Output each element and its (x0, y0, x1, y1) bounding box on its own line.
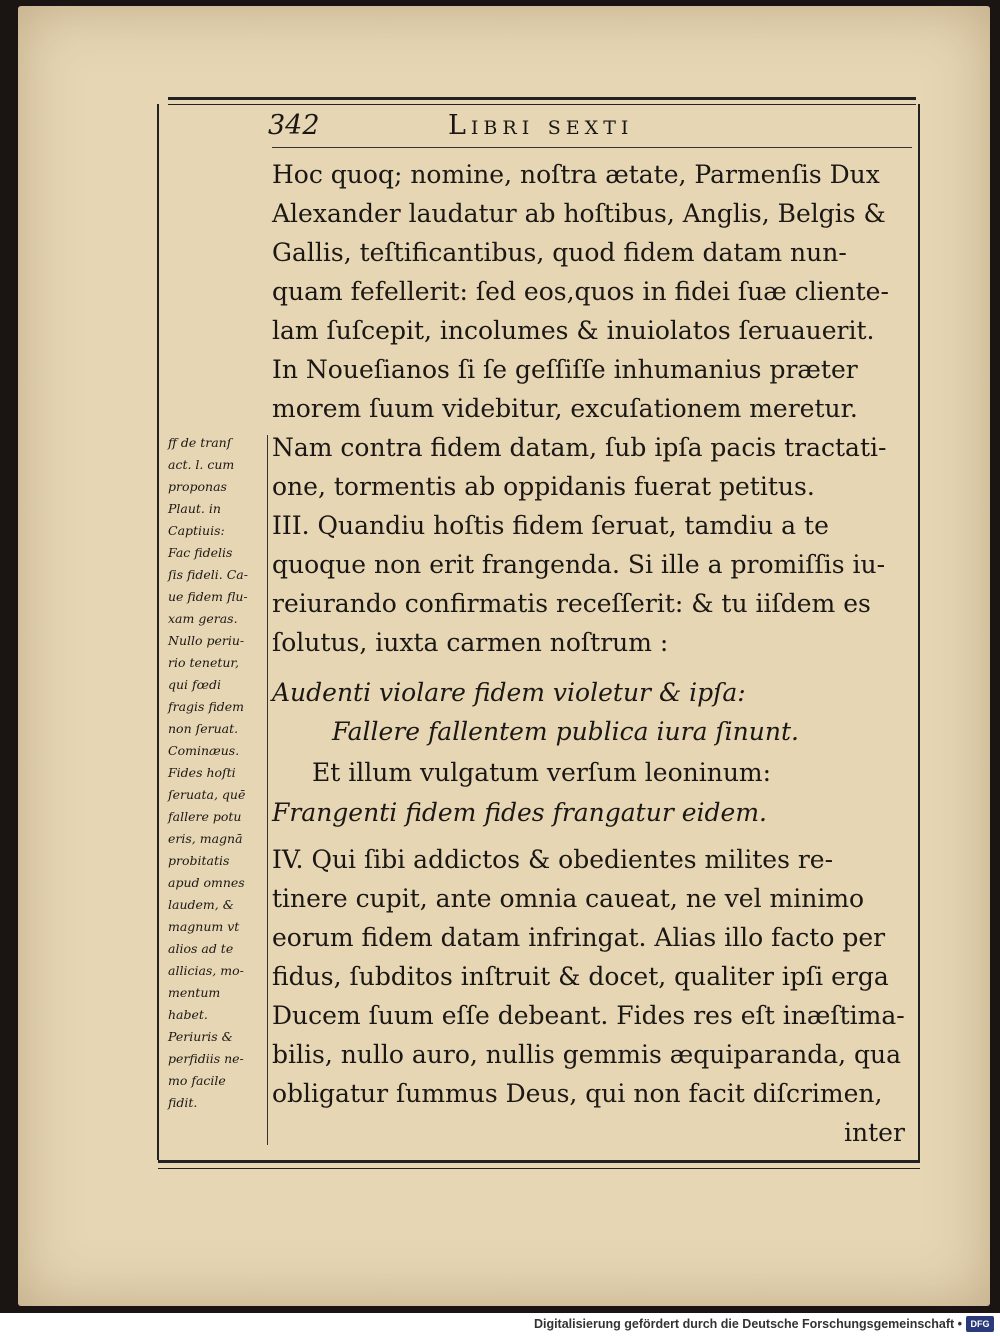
text-line: fidus, ſubditos inſtruit & docet, qualiter ipſi erga (272, 962, 889, 991)
margin-note-line: perfidiis ne- (168, 1051, 244, 1066)
margin-note-line: qui fœdi (168, 677, 222, 692)
margin-note-line: ſeruata, quē (168, 787, 246, 802)
margin-note-line: non ſeruat. (168, 721, 239, 736)
margin-note-line: alios ad te (168, 941, 234, 956)
text-line: IV. Qui ſibi addictos & obedientes milites re- (272, 845, 834, 874)
margin-note-line: eris, magnā (168, 831, 243, 846)
dfg-logo: DFG (966, 1316, 994, 1332)
text-line: bilis, nullo auro, nullis gemmis æquiparanda, qua (272, 1040, 902, 1069)
text-line: quam fefellerit: ſed eos,quos in fidei ſuæ cliente- (272, 277, 889, 306)
verse-line: Frangenti fidem fides frangatur eidem. (272, 798, 767, 827)
margin-note-line: habet. (168, 1007, 208, 1022)
margin-note-line: proponas (168, 479, 227, 494)
margin-note-line: mo facile (168, 1073, 226, 1088)
margin-note-line: ue fidem flu- (168, 589, 248, 604)
margin-note-line: Cominæus. (168, 743, 240, 758)
margin-note-line: apud omnes (168, 875, 245, 890)
text-line: lam ſuſcepit, incolumes & inuiolatos ſeruauerit. (272, 316, 875, 345)
verse-line: Audenti violare fidem violetur & ipſa: (272, 678, 746, 707)
text-line: Alexander laudatur ab hoſtibus, Anglis, Belgis & (272, 199, 886, 228)
frame-right-rule (918, 104, 920, 1160)
text-line: reiurando confirmatis receſſerit: & tu iiſdem es (272, 589, 871, 618)
text-line: morem ſuum videbitur, excuſationem meretur. (272, 394, 858, 423)
page-header (268, 110, 912, 150)
page-number: 342 (268, 110, 320, 141)
text-line: one, tormentis ab oppidanis fuerat petitus. (272, 472, 815, 501)
header-rule (272, 147, 912, 148)
margin-note-line: Fides hoſti (168, 765, 236, 780)
margin-note-line: magnum vt (168, 919, 240, 934)
margin-note-line: fragis fidem (168, 699, 245, 714)
margin-note-line: act. l. cum (168, 457, 235, 472)
margin-note-line: mentum (168, 985, 221, 1000)
margin-note-line: rio tenetur, (168, 655, 239, 670)
running-head: Libri sexti (448, 110, 634, 141)
top-rule (168, 97, 916, 105)
text-line: Nam contra fidem datam, ſub ipſa pacis tractati- (272, 433, 887, 462)
margin-note-line: Nullo periu- (168, 633, 245, 648)
text-line: III. Quandiu hoſtis fidem ſeruat, tamdiu a te (272, 511, 829, 540)
text-line: In Noueſianos ſi ſe geſſiſſe inhumanius præter (272, 355, 858, 384)
verse-line: Fallere fallentem publica iura ſinunt. (332, 717, 799, 746)
text-line: eorum fidem datam infringat. Alias illo facto per (272, 923, 886, 952)
digitization-credit: Digitalisierung gefördert durch die Deutsche Forschungsgemeinschaft • (533, 1317, 962, 1331)
text-line: quoque non erit frangenda. Si ille a promiſſis iu- (272, 550, 886, 579)
text-line: Gallis, teſtificantibus, quod fidem datam nun- (272, 238, 847, 267)
margin-note-line: ff de tranſ (168, 435, 232, 450)
frame-left-rule (157, 104, 159, 1160)
margin-note-line: xam geras. (168, 611, 238, 626)
margin-note-line: fallere potu (168, 809, 242, 824)
margin-note-line: Plaut. in (168, 501, 221, 516)
text-line: obligatur ſummus Deus, qui non facit diſcrimen, (272, 1079, 883, 1108)
margin-note-line: Periuris & (168, 1029, 233, 1044)
margin-note-line: fidit. (168, 1095, 198, 1110)
margin-divider-rule (267, 435, 268, 1145)
text-line: Et illum vulgatum verſum leoninum: (312, 758, 772, 787)
margin-note-line: probitatis (168, 853, 230, 868)
margin-note-line: allicias, mo- (168, 963, 244, 978)
bottom-rule (158, 1160, 920, 1169)
margin-note-line: Fac fidelis (168, 545, 233, 560)
text-line: Ducem ſuum eſſe debeant. Fides res eſt inæſtima- (272, 1001, 905, 1030)
margin-note-line: ſis fideli. Ca- (168, 567, 248, 582)
text-line: Hoc quoq; nomine, noſtra ætate, Parmenſis Dux (272, 160, 880, 189)
text-line: ſolutus, iuxta carmen noſtrum : (272, 628, 669, 657)
margin-note-line: Captiuis: (168, 523, 225, 538)
text-line: tinere cupit, ante omnia caueat, ne vel minimo (272, 884, 865, 913)
catchword: inter (844, 1118, 905, 1147)
margin-note-line: laudem, & (168, 897, 234, 912)
